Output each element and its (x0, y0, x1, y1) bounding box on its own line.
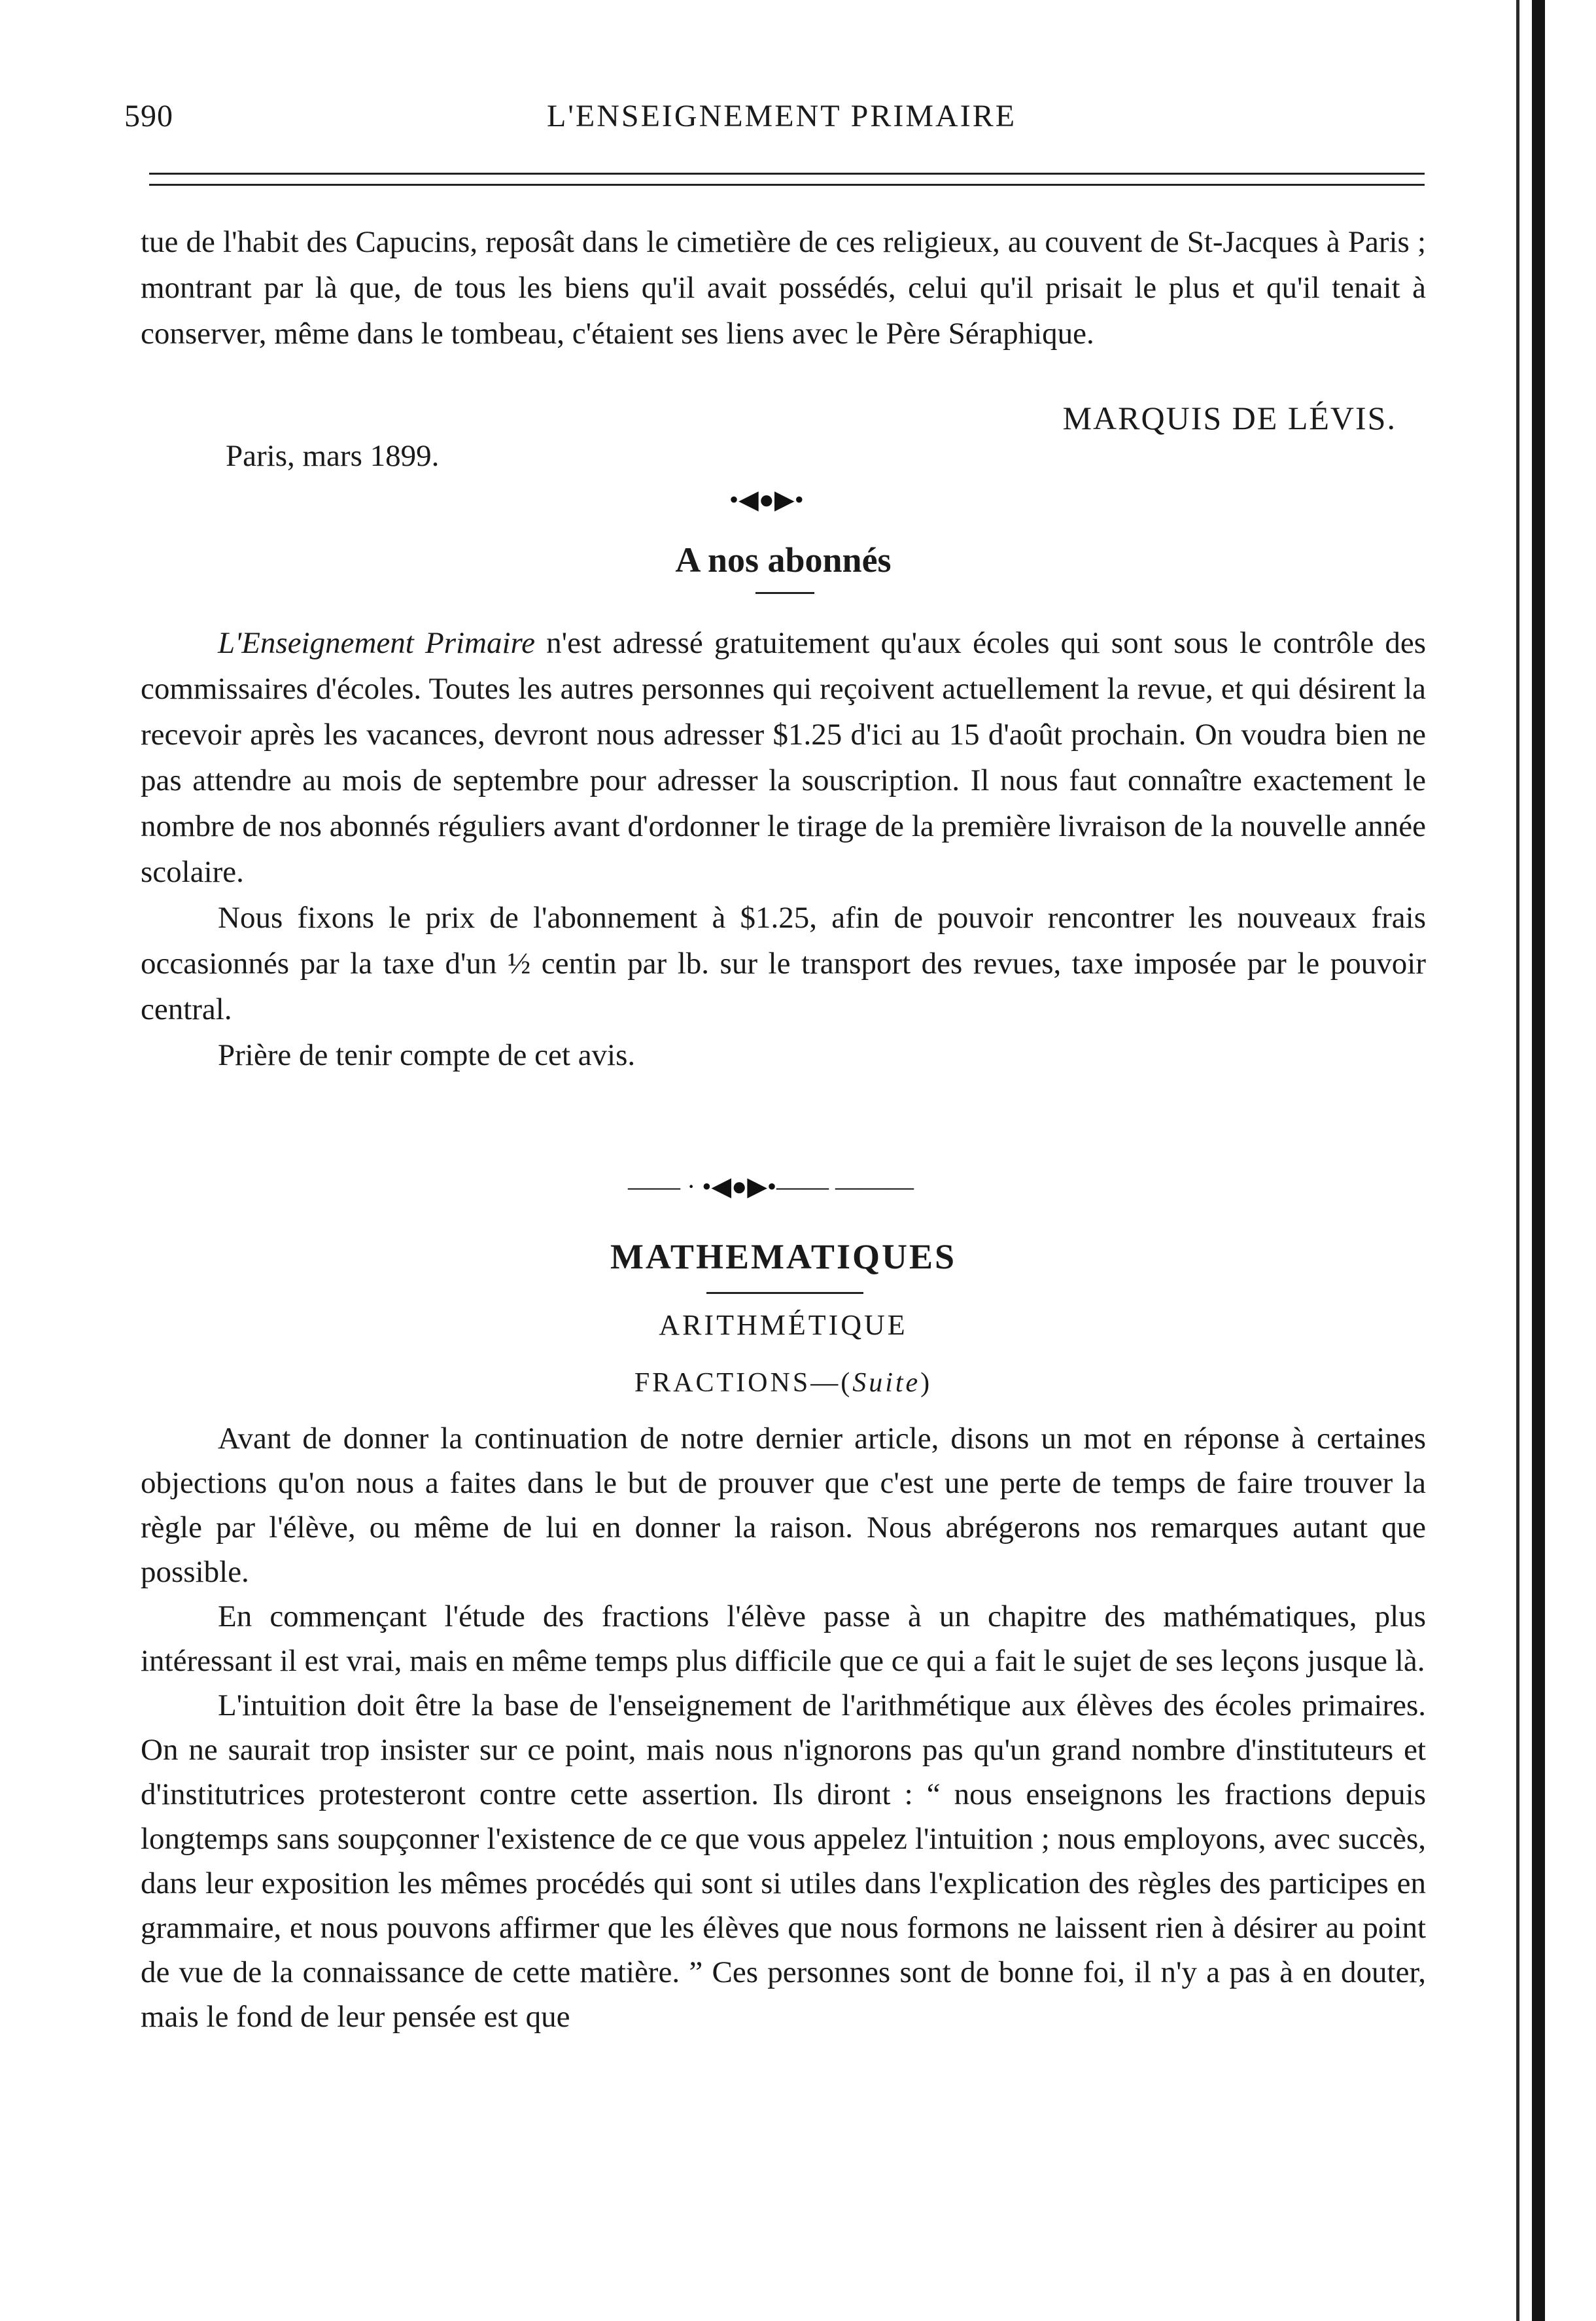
journal-title: L'Enseignement Primaire (218, 626, 535, 660)
continued-paragraph (141, 219, 1426, 357)
math-paragraph-1: Avant de donner la continuation de notre dernier article, disons un mot en réponse à certaines objections qu'on nous a faites dans le but de prouver que c'est une perte de temps de faire trouver la règle par l'élève, ou même de lui en donner la raison. Nous abrégerons nos remarques autant que possible. (141, 1422, 1426, 1589)
abonnes-paragraph-2: Nous fixons le prix de l'abonnement à $1.25, afin de pouvoir rencontrer les nouveaux frais occasionnés par la taxe d'un ½ centin par lb. sur le transport des revues, taxe imposée par le pouvoir central. (141, 901, 1426, 1026)
fractions-subheading (141, 1367, 1426, 1399)
fractions-close: ) (920, 1368, 933, 1398)
author-signature: MARQUIS DE LÉVIS. (1062, 400, 1396, 436)
page-edge-line (1516, 0, 1519, 2321)
abonnes-section (141, 620, 1426, 1078)
page-edge-bar (1532, 0, 1545, 2321)
top-paragraph: tue de l'habit des Capucins, reposât dans le cimetière de ces religieux, au couvent de St-Jacques à Paris ; montrant par là que, de tous les biens qu'il avait possédés, celui qu'il prisait le plus et qu'il tenait à conserver, même dans le tombeau, c'étaient ses liens avec le Père Séraphique. (141, 225, 1426, 351)
abonnes-heading: A nos abonnés (675, 540, 892, 580)
page-number: 590 (124, 99, 173, 133)
arithmetique-subheading: ARITHMÉTIQUE (659, 1309, 908, 1341)
math-paragraph-2: En commençant l'étude des fractions l'élève passe à un chapitre des mathématiques, plus intéressant il est vrai, mais en même temps plus difficile que ce qui a fait le sujet de ses leçons jusque là. (141, 1599, 1426, 1678)
math-heading-rule (706, 1292, 863, 1294)
suite-label: Suite (852, 1368, 921, 1398)
abonnes-paragraph-1 (141, 620, 1426, 895)
section-ornament-2: —— · •◀●▶•—— ——— (628, 1172, 914, 1201)
header-double-rule (149, 173, 1425, 186)
section-ornament: •◀●▶• (729, 485, 804, 514)
abonnes-paragraph-1-text: n'est adressé gratuitement qu'aux écoles qui sont sous le contrôle des commissaires d'écoles. Toutes les autres personnes qui reçoivent actuellement la revue, et qui désirent la recevoir après les vacances, devront nous adresser $1.25 d'ici au 15 d'août prochain. On voudra bien ne pas attendre au mois de septembre pour adresser la souscription. Il nous faut connaître exactement le nombre de nos abonnés réguliers avant d'ordonner le tirage de la première livraison de la nouvelle année scolaire. (141, 626, 1426, 889)
dateline: Paris, mars 1899. (226, 439, 440, 473)
abonnes-heading-rule (755, 592, 814, 594)
fractions-label: FRACTIONS—( (634, 1368, 853, 1398)
abonnes-paragraph-3: Prière de tenir compte de cet avis. (218, 1038, 636, 1072)
math-heading: MATHEMATIQUES (610, 1237, 957, 1276)
math-section (141, 1416, 1426, 2039)
running-title: L'ENSEIGNEMENT PRIMAIRE (546, 99, 1017, 133)
math-paragraph-3: L'intuition doit être la base de l'enseignement de l'arithmétique aux élèves des écoles primaires. On ne saurait trop insister sur ce point, mais nous n'ignorons pas qu'un grand nombre d'instituteurs et d'institutrices protesteront contre cette assertion. Ils diront : “ nous enseignons les fractions depuis longtemps sans soupçonner l'existence de ce que vous appelez l'intuition ; nous employons, avec succès, dans leur exposition les mêmes procédés qui sont si utiles dans l'explication des règles des participes en grammaire, et nous pouvons affirmer que les élèves que nous formons ne laissent rien à désirer au point de vue de la connaissance de cette matière. ” Ces personnes sont de bonne foi, il n'y a pas à en douter, mais le fond de leur pensée est que (141, 1688, 1426, 2034)
page-header (124, 98, 1439, 144)
